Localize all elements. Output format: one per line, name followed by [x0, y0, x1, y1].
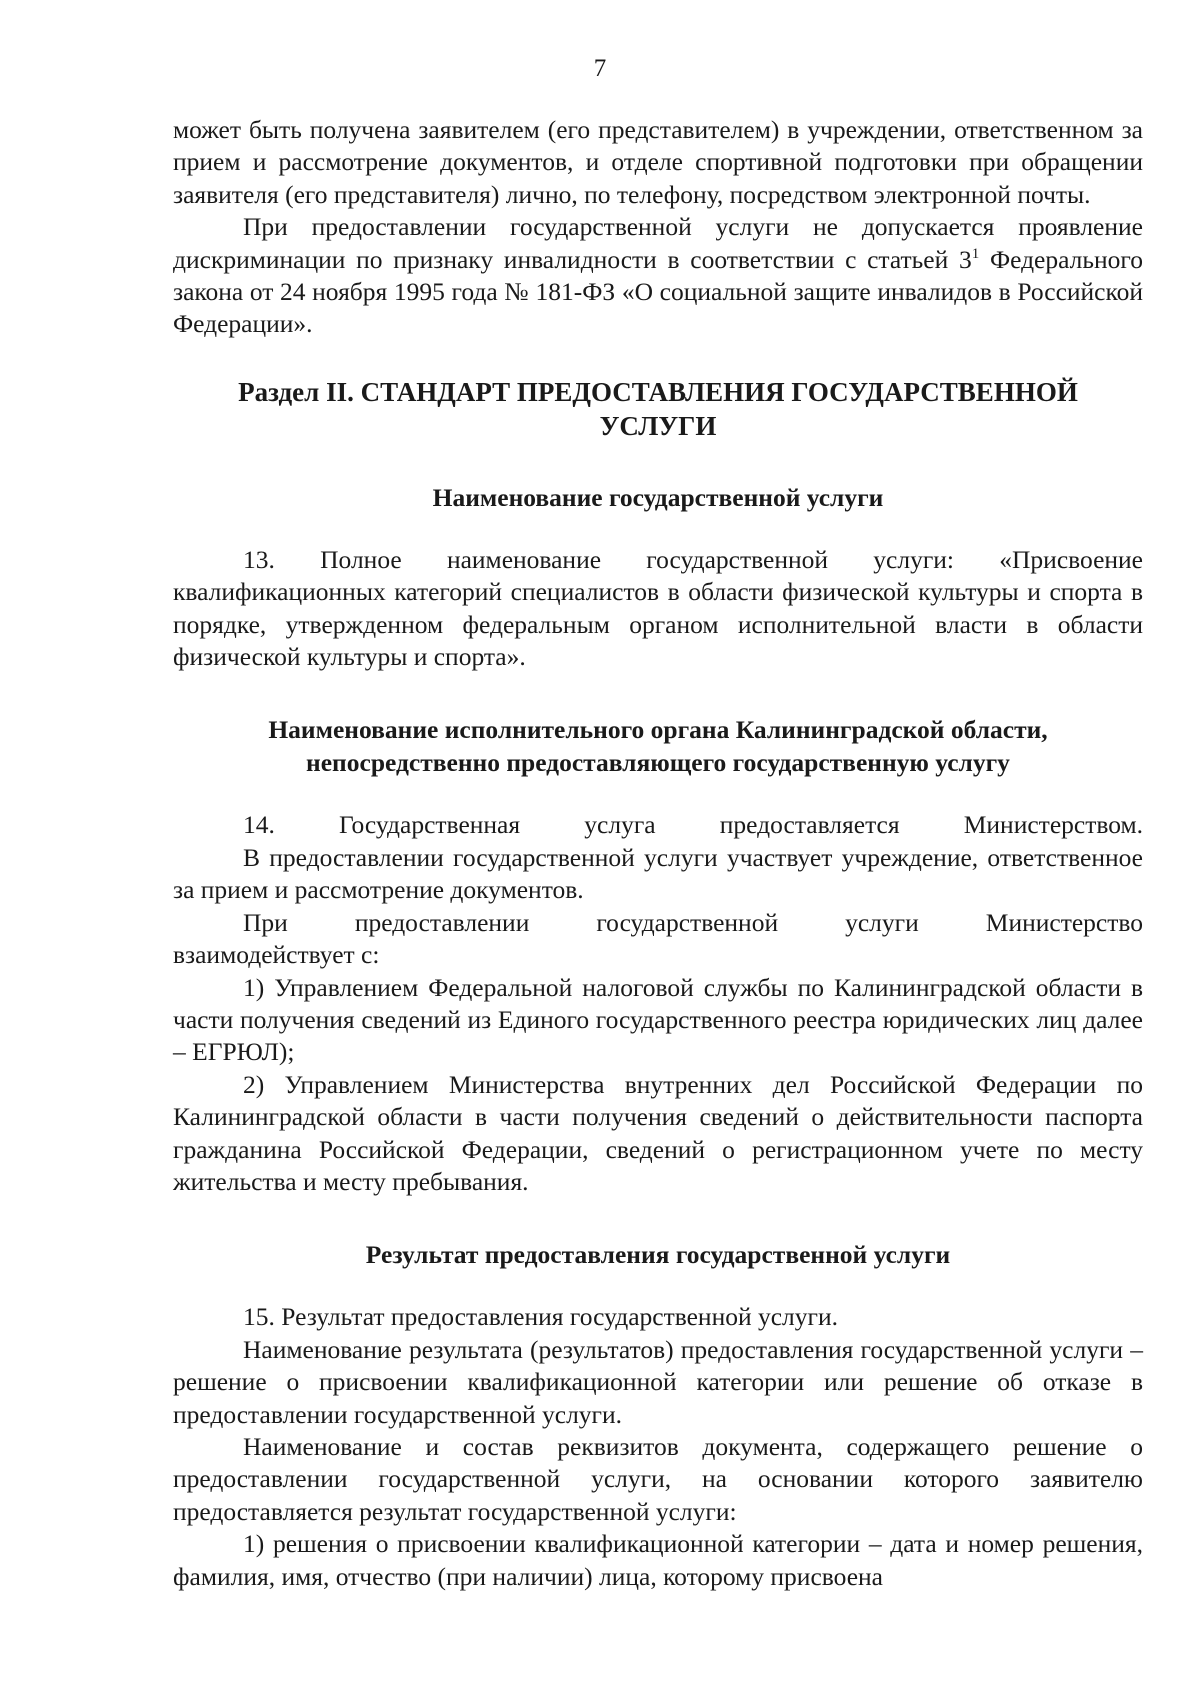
subsection-heading-executive-body-line1: Наименование исполнительного органа Калининградской области, [268, 715, 1048, 745]
document-body [173, 114, 1143, 1593]
paragraph-14-line3-first: При предоставлении государственной услуги Министерство [243, 907, 1143, 937]
subsection-heading-service-name: Наименование государственной услуги [432, 482, 884, 512]
paragraph-discrimination-text-a: При предоставлении государственной услуги не допускается проявление дискриминации по признаку инвалидности в соответствии с статьей 3 [173, 212, 1143, 274]
subsection-heading-executive-body [173, 713, 1143, 779]
paragraph-15: 15. Результат предоставления государственной услуги. [243, 1302, 839, 1332]
paragraph-13-first-line: 13. Полное наименование государственной услуги: «Присвоение [243, 544, 1143, 574]
paragraph-continuation: может быть получена заявителем (его представителем) в учреждении, ответственном за прием и рассмотрение документов, и отделе спортивной подготовки при обращении заявителя (его представителя) лично, по телефону, посредством электронной почты. [173, 115, 1143, 209]
list-item-decision: 1) решения о присвоении квалификационной категории – дата и номер решения, фамилия, имя, отчество (при наличии) лица, которому присвоена [173, 1529, 1143, 1591]
section-title [173, 375, 1143, 443]
list-item-tax-service: 1) Управлением Федеральной налоговой службы по Калининградской области в части получения сведений из Единого государственного реестра юридических лиц далее – ЕГРЮЛ); [173, 972, 1143, 1067]
subsection-heading-result: Результат предоставления государственной услуги [365, 1240, 951, 1270]
subsection-heading-executive-body-line2: непосредственно предоставляющего государственную услугу [306, 748, 1010, 778]
page-number: 7 [593, 55, 607, 82]
paragraph-14-line2: В предоставлении государственной услуги участвует учреждение, ответственное за прием и рассмотрение документов. [173, 842, 1143, 905]
superscript-article: 1 [971, 245, 980, 262]
section-title-line1: Раздел II. СТАНДАРТ ПРЕДОСТАВЛЕНИЯ ГОСУДАРСТВЕННОЙ [238, 376, 1078, 407]
paragraph-13-rest: квалификационных категорий специалистов в области физической культуры и спорта в порядке, утвержденном федеральным органом исполнительной власти в области физической культуры и спорта». [173, 577, 1143, 672]
paragraph-14-line1: 14. Государственная услуга предоставляется Министерством. [243, 810, 1143, 840]
section-title-line2: УСЛУГИ [599, 410, 717, 441]
paragraph-15-result-name: Наименование результата (результатов) предоставления государственной услуги – решение о присвоении квалификационной категории или решение об отказе в предоставлении государственной услуги. [173, 1334, 1143, 1429]
paragraph-15-document-requisites: Наименование и состав реквизитов документа, содержащего решение о предоставлении государственной услуги, на основании которого заявителю предоставляется результат государственной услуги: [173, 1431, 1143, 1526]
paragraph-14-line3-rest: взаимодействует с: [173, 940, 380, 970]
paragraph-discrimination [173, 211, 1143, 341]
list-item-interior-ministry: 2) Управлением Министерства внутренних дел Российской Федерации по Калининградской области в части получения сведений о действительности паспорта гражданина Российской Федерации, сведений о регистрационном учете по месту жительства и месту пребывания. [173, 1069, 1143, 1196]
paragraph-discrimination-text-b: Федерального закона от 24 ноября 1995 года № 181-ФЗ «О социальной защите инвалидов в Российской Федерации». [173, 244, 1143, 339]
